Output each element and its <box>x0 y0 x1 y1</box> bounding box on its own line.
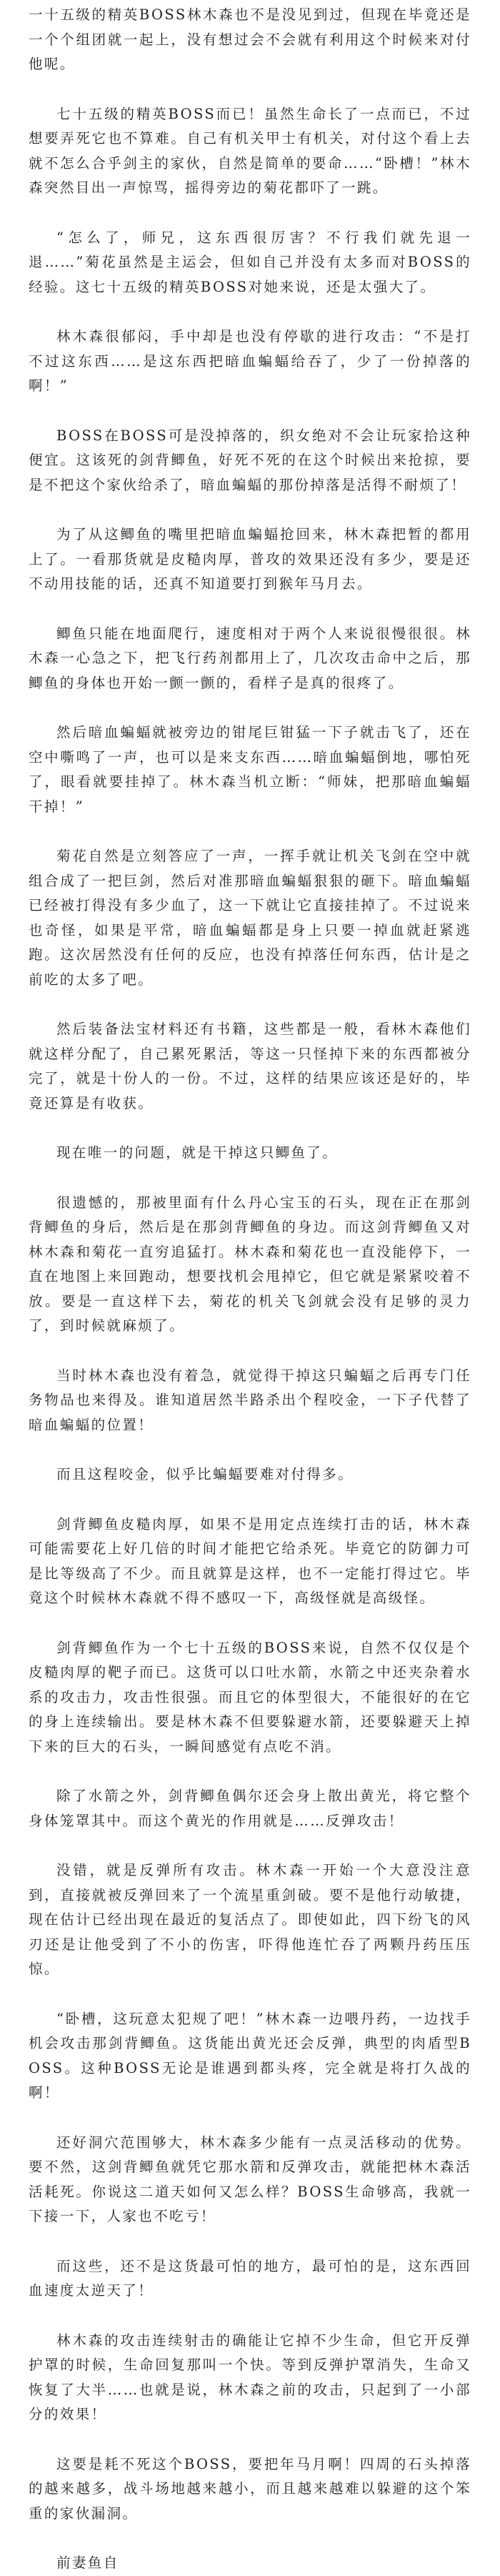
paragraph-1: 一十五级的精英BOSS林木森也不是没见到过，但现在毕竟还是一个个组团就一起上，没有想过会不会就有利用这个时候来对付他呢。 <box>29 6 471 72</box>
paragraph-13: 当时林木森也没有着急，就觉得干掉这只蝙蝠之后再专门任务物品也来得及。谁知道居然半路杀出个程咬金，一下子代替了暗血蝙蝠的位置！ <box>29 1367 471 1433</box>
paragraph-4: 林木森很郁闷，手中却是也没有停歇的进行攻击：“不是打不过这东西……是这东西把暗血蝙蝠给吞了，少了一份掉落的啊！” <box>29 328 471 394</box>
paragraph-3: “怎么了，师兄，这东西很厉害？不行我们就先退一退……”菊花虽然是主运会，但如自己并没有太多而对BOSS的经验。这七十五级的精英BOSS对她来说，还是太强大了。 <box>29 229 471 295</box>
paragraph-19: “卧槽，这玩意太犯规了吧！”林木森一边喂丹药，一边找手机会攻击那剑背鲫鱼。这货能出黄光还会反弹，典型的肉盾型BOSS。这种BOSS无论是谁遇到都头疼，完全就是将打久战的啊！ <box>29 2010 471 2101</box>
paragraph-9: 菊花自然是立刻答应了一声，一挥手就让机关飞剑在空中就组合成了一把巨剑，然后对准那暗血蝙蝠狠狠的砸下。暗血蝙蝠已经被打得没有多少血了，这一下就让它直接挂掉了。不过说来也奇怪，如果是平常，暗血蝙蝠都是身上只要一掉血就赶紧逃跑。这次居然没有任何的反应，也没有掉落任何东西，估计是之前吃的太多了吧。 <box>29 848 471 988</box>
paragraph-5: BOSS在BOSS可是没掉落的，织女绝对不会让玩家拾这种便宜。这该死的剑背鲫鱼，好死不死的在这个时候出来抢掠，要是不把这个家伙给杀了，暗血蝙蝠的那份掉落是活得不耐烦了！ <box>29 427 471 493</box>
paragraph-17: 除了水箭之外，剑背鲫鱼偶尔还会身上散出黄光，将它整个身体笼罩其中。而这个黄光的作用就是……反弹攻击！ <box>29 1788 471 1829</box>
paragraph-11: 现在唯一的问题，就是干掉这只鲫鱼了。 <box>56 1144 339 1161</box>
paragraph-2: 七十五级的精英BOSS而已！虽然生命长了一点而已，不过想要弄死它也不算难。自己有机关甲士有机关，对付这个看上去就不怎么合乎剑主的家伙，自然是简单的要命……“卧槽！”林木森突然目出一声惊骂，摇得旁边的菊花都吓了一跳。 <box>29 105 471 196</box>
paragraph-21: 而这些，还不是这货最可怕的地方，最可怕的是，这东西回血速度太逆天了！ <box>29 2257 471 2299</box>
paragraph-23: 这要是耗不死这个BOSS，要把年马月啊！四周的石头掉落的越来越多，战斗场地越来越小，而且越来越难以躲避的这个笨重的家伙漏洞。 <box>29 2455 471 2522</box>
paragraph-16: 剑背鲫鱼作为一个七十五级的BOSS来说，自然不仅仅是个皮糙肉厚的靶子而已。这货可以口吐水箭，水箭之中还夹杂着水系的攻击力，攻击性很强。而且它的体型很大，不能很好的在它的身上连续输出。要是林木森不但要躲避水箭，还要躲避天上掉下来的巨大的石头，一瞬间感觉有点吃不消。 <box>29 1639 471 1755</box>
author-signature: 前妻鱼自 <box>56 2555 119 2571</box>
paragraph-8: 然后暗血蝙蝠就被旁边的钳尾巨钳猛一下子就击飞了，还在空中嘶鸣了一声，也可以是来支东西……暗血蝙蝠倒地，哪怕死了，眼看就要挂掉了。林木森当机立断：“师妹，把那暗血蝙蝠干掉！” <box>29 724 471 815</box>
paragraph-7: 鲫鱼只能在地面爬行，速度相对于两个人来说很慢很很。林木森一心急之下，把飞行药剂都用上了，几次攻击命中之后，那鲫鱼的身体也开始一颤一颤的，看样子是真的很疼了。 <box>29 625 471 691</box>
paragraph-12: 很遗憾的，那被里面有什么丹心宝玉的石头，现在正在那剑背鲫鱼的身后，然后是在那剑背鲫鱼的身边。而这剑背鲫鱼又对林木森和菊花一直穷追猛打。林木森和菊花也一直没能停下，一直在地图上来回跑动，想要找机会甩掉它，但它就是紧紧咬着不放。要是一直这样下去，菊花的机关飞剑就会没有足够的灵力了，到时候就麻烦了。 <box>29 1194 471 1334</box>
paragraph-6: 为了从这鲫鱼的嘴里把暗血蝙蝠抢回来，林木森把暂的都用上了。一看那货就是皮糙肉厚，普攻的效果还没有多少，要是还不动用技能的话，还真不知道要打到猴年马月去。 <box>29 526 471 592</box>
paragraph-18: 没错，就是反弹所有攻击。林木森一开始一个大意没注意到，直接就被反弹回来了一个流星重剑破。要不是他行动敏捷，现在估计已经出现在最近的复活点了。即使如此，四下纷飞的风刃还是让他受到了不小的伤害，吓得他连忙吞了两颗丹药压压惊。 <box>29 1862 471 1977</box>
paragraph-14: 而且这程咬金，似乎比蝙蝠要难对付得多。 <box>56 1466 354 1482</box>
paragraph-10: 然后装备法宝材料还有书籍，这些都是一般，看林木森他们就这样分配了，自己累死累活，等这一只怪掉下来的东西都被分完了，就是十份人的一份。不过，这样的结果应该还是好的，毕竟还算是有收获。 <box>29 1021 471 1111</box>
paragraph-20: 还好洞穴范围够大，林木森多少能有一点灵活移动的优势。要不然，这剑背鲫鱼就凭它那水箭和反弹攻击，就能把林木森活活耗死。你说这二道天如何又怎么样？BOSS生命够高，我就一下接一下，人家也不吃亏！ <box>29 2134 471 2224</box>
paragraph-15: 剑背鲫鱼皮糙肉厚，如果不是用定点连续打击的话，林木森可能需要花上好几倍的时间才能把它给杀死。毕竟它的防御力可是比等级高了不少。而且就算是这样，也不一定能打得过它。毕竟这个时候林木森就不得不感叹一下，高级怪就是高级怪。 <box>29 1515 471 1606</box>
paragraph-22: 林木森的攻击连续射击的确能让它掉不少生命，但它开反弹护罩的时候，生命回复那叫一个快。等到反弹护罩消失，生命又恢复了大半……也就是说，林木森之前的攻击，只起到了一小部分的效果！ <box>29 2332 471 2422</box>
